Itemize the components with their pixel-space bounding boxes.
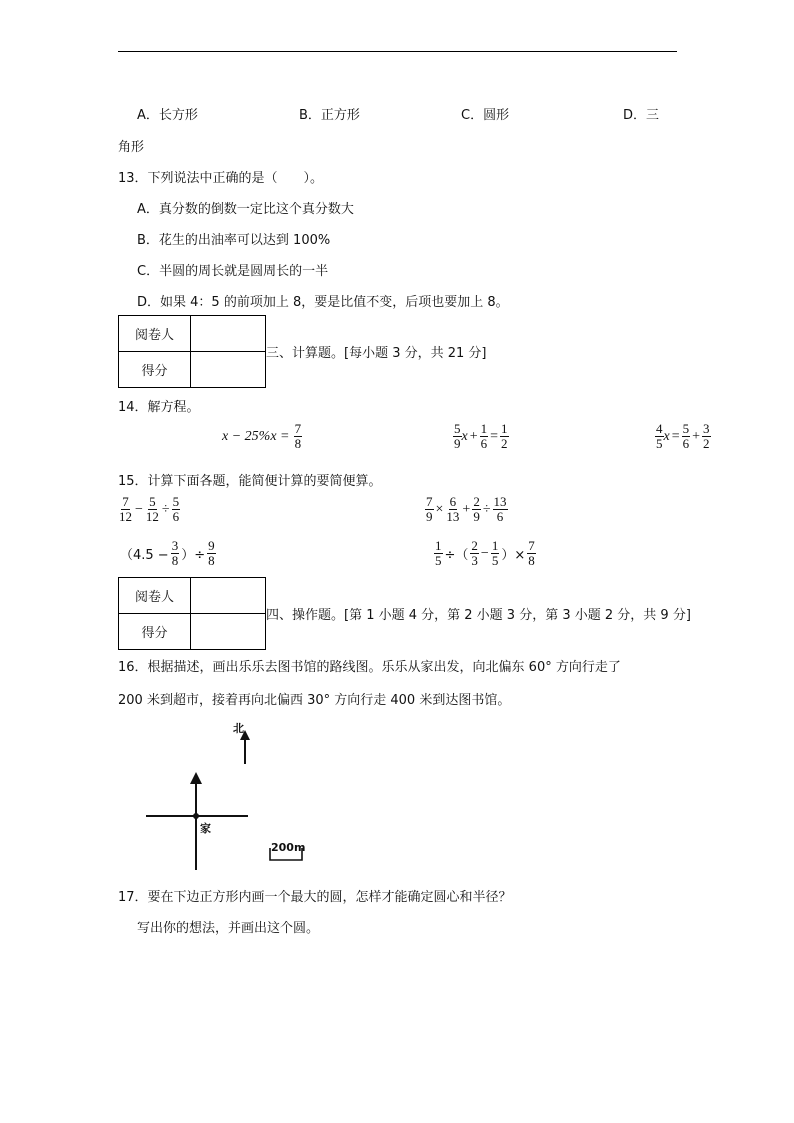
q16-line2: 200 米到超市，接着再向北偏西 30° 方向行走 400 米到达图书馆。 [118,693,511,708]
section3-title: 三、计算题。[每小题 3 分，共 21 分] [266,346,487,361]
q14-stem: 14．解方程。 [118,400,200,415]
q16-line1: 16．根据描述，画出乐乐去图书馆的路线图。乐乐从家出发，向北偏东 60° 方向行走了 [118,660,621,675]
eq1-lhs: x − 25%x = [222,429,290,444]
q13-stem: 13．下列说法中正确的是（ ）。 [118,171,324,186]
section4-title: 四、操作题。[第 1 小题 4 分，第 2 小题 3 分，第 3 小题 2 分，共 9 分] [266,608,691,623]
q15-expr3: （4.5 − $\frac{3}{8}$ ）÷ $\frac{9}{8}$ [120,538,215,568]
q14-eq1 [222,422,302,451]
score-cell[interactable] [191,352,266,388]
axis-arrowhead-icon [190,772,202,784]
q14-eq3: $\frac{4}{5}$ x = $\frac{5}{6}$ + $\frac{3}{2}$ [656,421,710,451]
score-box-section3 [118,315,266,388]
q14-eq2: $\frac{5}{9}$ x + $\frac{1}{6}$ = $\frac{1}{2}$ [454,421,508,451]
scale-label: 200m [271,841,306,854]
score-label: 得分 [119,352,191,388]
q13-option-b: B．花生的出油率可以达到 100% [137,233,331,248]
q13-option-c: C．半圆的周长就是圆周长的一半 [137,264,329,279]
score-label: 得分 [119,614,191,650]
q13-option-a: A．真分数的倒数一定比这个真分数大 [137,202,354,217]
q15-expr1: $\frac{7}{12}$ − $\frac{5}{12}$ ÷ $\frac{5}{6}$ [119,494,180,524]
q12-option-b: B．正方形 [299,108,360,123]
reviewer-cell[interactable] [191,578,266,614]
q12-option-c: C．圆形 [461,108,510,123]
home-point [193,813,199,819]
header-rule [118,51,677,52]
q12-option-a: A．长方形 [137,108,198,123]
home-label: 家 [200,822,211,835]
q17-line1: 17．要在下边正方形内画一个最大的圆，怎样才能确定圆心和半径？ [118,890,512,905]
q12-option-d: D．三 [623,108,660,123]
reviewer-label: 阅卷人 [119,316,191,352]
reviewer-cell[interactable] [191,316,266,352]
q15-expr2: $\frac{7}{9}$ × $\frac{6}{13}$ + $\frac{2}{9}$ ÷ $\frac{13}{6}$ [426,494,507,524]
north-label: 北 [233,722,244,735]
q13-option-d: D．如果 4：5 的前项加上 8，要是比值不变，后项也要加上 8。 [137,295,509,310]
eq1-frac: $\frac{7}{8}$ [294,421,302,451]
q15-stem: 15．计算下面各题，能简便计算的要简便算。 [118,474,382,489]
score-box-section4 [118,577,266,650]
score-cell[interactable] [191,614,266,650]
q17-line2: 写出你的想法，并画出这个圆。 [137,921,320,936]
q12-option-d-wrap: 角形 [118,140,145,155]
reviewer-label: 阅卷人 [119,578,191,614]
q16-map-figure [140,718,320,878]
q15-expr4: $\frac{1}{5}$ ÷（ $\frac{2}{3}$ − $\frac{1}{5}$ ）× $\frac{7}{8}$ [435,538,535,568]
